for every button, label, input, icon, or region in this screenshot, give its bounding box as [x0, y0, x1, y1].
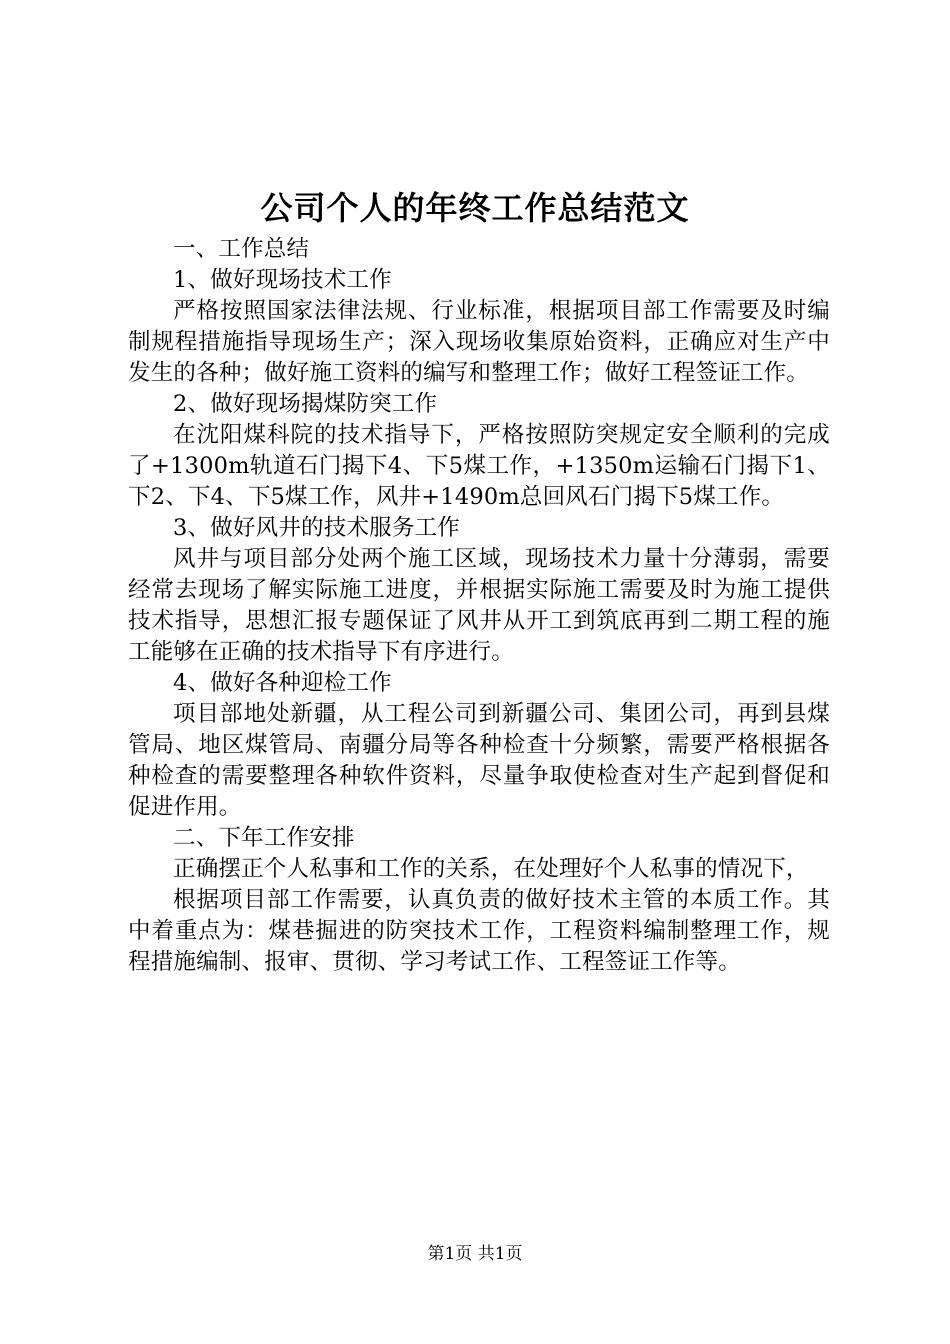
subheading-1: 1、做好现场技术工作	[173, 267, 392, 293]
subheading-4: 4、做好各种迎检工作	[173, 670, 392, 696]
paragraph-6: 根据项目部工作需要，认真负责的做好技术主管的本质工作。其中着重点为：煤巷掘进的防突技术工作，工程资料编制整理工作，规程措施编制、报审、贯彻、学习考试工作、工程签证工作等。	[128, 887, 830, 975]
subheading-3: 3、做好风井的技术服务工作	[173, 515, 460, 541]
paragraph-5: 正确摆正个人私事和工作的关系，在处理好个人私事的情况下，	[173, 856, 809, 882]
paragraph-3: 风井与项目部分处两个施工区域，现场技术力量十分薄弱，需要经常去现场了解实际施工进度，并根据实际施工需要及时为施工提供技术指导，思想汇报专题保证了风井从开工到筑底再到二期工程的施工能够在正确的技术指导下有序进行。	[128, 546, 830, 665]
section-heading-summary: 一、工作总结	[173, 236, 310, 262]
subheading-2: 2、做好现场揭煤防突工作	[173, 391, 438, 417]
paragraph-2: 在沈阳煤科院的技术指导下，严格按照防突规定安全顺利的完成了+1300m轨道石门揭下4、下5煤工作，+1350m运输石门揭下1、下2、下4、下5煤工作，风井+1490m总回风石门揭下5煤工作。	[128, 422, 830, 510]
paragraph-4: 项目部地处新疆，从工程公司到新疆公司、集团公司，再到县煤管局、地区煤管局、南疆分局等各种检查十分频繁，需要严格根据各种检查的需要整理各种软件资料，尽量争取使检查对生产起到督促和促进作用。	[128, 701, 830, 820]
paragraph-1: 严格按照国家法律法规、行业标准，根据项目部工作需要及时编制规程措施指导现场生产；深入现场收集原始资料，正确应对生产中发生的各种；做好施工资料的编写和整理工作；做好工程签证工作。	[128, 298, 830, 386]
page-number: 第1页 共1页	[427, 1244, 523, 1264]
section-heading-plan: 二、下年工作安排	[173, 825, 355, 851]
document-title: 公司个人的年终工作总结范文	[260, 189, 690, 227]
document-body	[128, 234, 830, 978]
